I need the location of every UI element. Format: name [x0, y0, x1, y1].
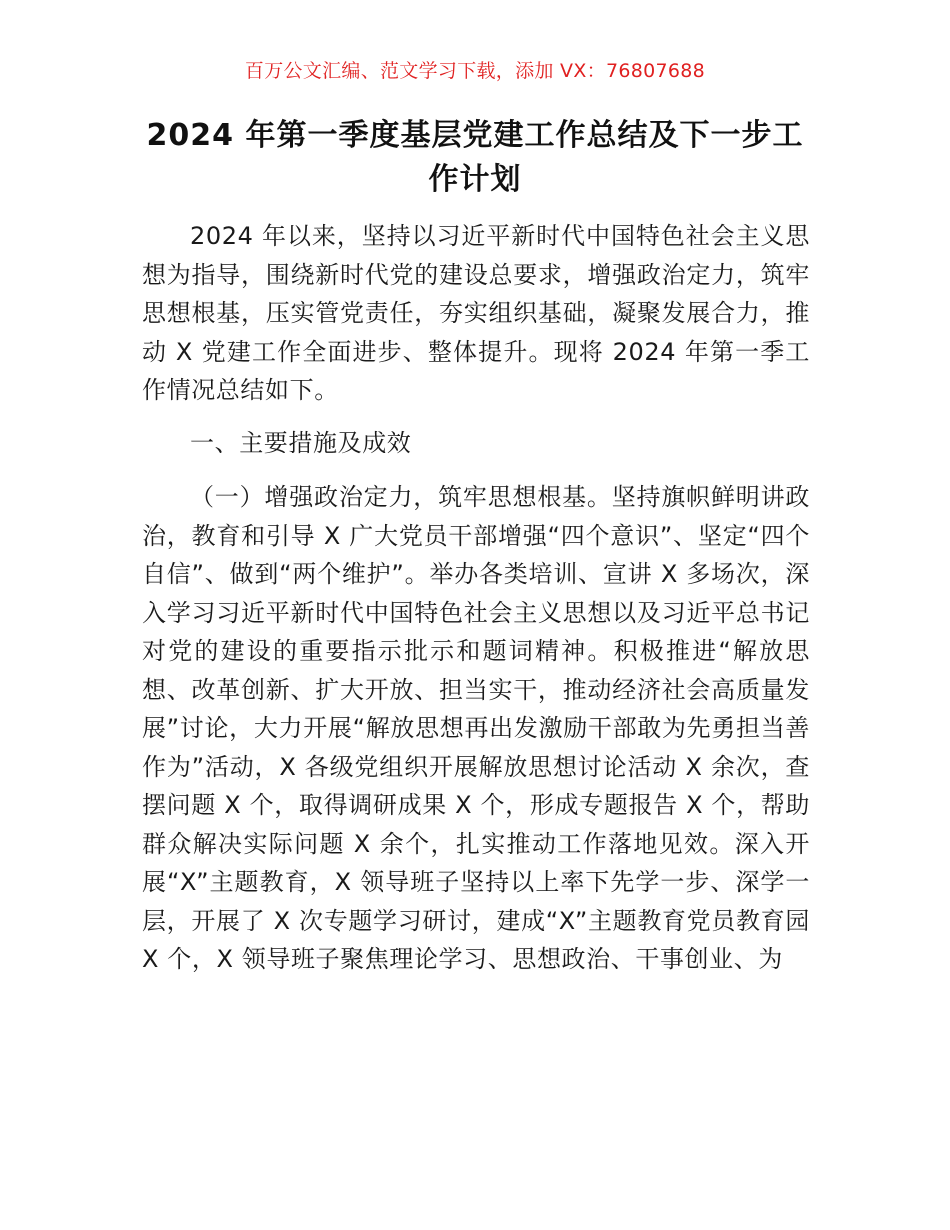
section-heading: 一、主要措施及成效: [190, 428, 412, 457]
intro-paragraph: 2024 年以来，坚持以习近平新时代中国特色社会主义思想为指导，围绕新时代党的建设总要求，增强政治定力，筑牢思想根基，压实管党责任，夯实组织基础，凝聚发展合力，推动 X 党建工作全面进步、整体提升。现将 2024 年第一季工作情况总结如下。: [142, 222, 810, 404]
document-title: 2024 年第一季度基层党建工作总结及下一步工作计划: [146, 118, 804, 197]
header-watermark-note: 百万公文汇编、范文学习下载，添加 VX：76807688: [244, 60, 706, 82]
body-paragraph: （一）增强政治定力，筑牢思想根基。坚持旗帜鲜明讲政治，教育和引导 X 广大党员干部增强“四个意识”、坚定“四个自信”、做到“两个维护”。举办各类培训、宣讲 X 多场次，深入学习习近平新时代中国特色社会主义思想以及习近平总书记对党的建设的重要指示批示和题词精神。积极推进“解放思想、改革创新、扩大开放、担当实干，推动经济社会高质量发展”讨论，大力开展“解放思想再出发激励干部敢为先勇担当善作为”活动，X 各级党组织开展解放思想讨论活动 X 余次，查摆问题 X 个，取得调研成果 X 个，形成专题报告 X 个，帮助群众解决实际问题 X 余个，扎实推动工作落地见效。深入开展“X”主题教育，X 领导班子坚持以上率下先学一步、深学一层，开展了 X 次专题学习研讨，建成“X”主题教育党员教育园 X 个，X 领导班子聚焦理论学习、思想政治、干事创业、为: [142, 483, 810, 973]
document-body: [142, 217, 810, 979]
